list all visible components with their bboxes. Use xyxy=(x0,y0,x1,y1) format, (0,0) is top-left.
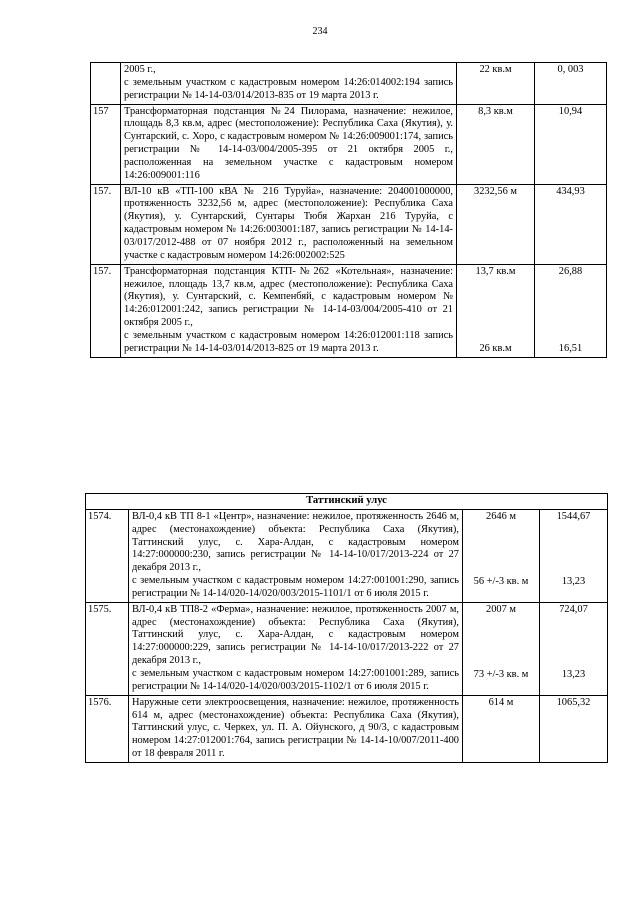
row-area-item: 2007 м xyxy=(486,603,516,615)
row-value xyxy=(540,695,608,762)
row-area xyxy=(463,509,540,602)
property-table-top xyxy=(90,62,607,358)
description-paragraph: Трансформаторная подстанция КТП-№262 «Котельная», назначение: нежилое, площадь 13,7 кв.м, адрес (местоположение): Республика Саха (Якутия), у. Сунтарский, с. Кемпенбяй, с кадастровым номером № 14:26:012001:242, запись регистрации № 14-14-03/004/2005-410 от 21 октября 2005 г., xyxy=(124,265,453,329)
row-value xyxy=(535,104,607,184)
row-value-item: 1065,32 xyxy=(556,696,591,708)
row-description xyxy=(121,264,457,357)
row-value-item: 26,88 xyxy=(558,265,583,277)
row-area xyxy=(457,63,535,105)
row-number: 1574. xyxy=(86,509,129,602)
table-row xyxy=(86,602,608,695)
row-area-item: 22 кв.м xyxy=(479,64,512,75)
row-description xyxy=(121,63,457,105)
description-paragraph: Трансформаторная подстанция №24 Пилорама, назначение: нежилое, площадь 8,3 кв.м, адрес (местоположение): Республика Саха (Якутия), у. Сунтарский, с. Хоро, с кадастровым номером № 14:26:009001:174, запись регистрации № 14-14-03/004/2005-395 от 21 октября 2005 г., расположенная на земельном участке с кадастровым номером 14:26:009001:116 xyxy=(124,105,453,181)
description-paragraph: Наружные сети электроосвещения, назначение: нежилое, протяженность 614 м, адрес (местонахождение) объекта: Республика Саха (Якутия), Таттинский улус, с. Черкех, ул. П. А. Ойунского, д 90/3, с кадастровым номером 14:27:012001:764, запись регистрации № 14-14-10/007/2011-400 от 18 февраля 2011 г. xyxy=(132,696,459,760)
row-area xyxy=(463,695,540,762)
row-value xyxy=(535,184,607,264)
row-value-item: 13,23 xyxy=(561,575,586,587)
description-paragraph: с земельным участком с кадастровым номером 14:27:001001:290, запись регистрации № 14-14/020-14/020/003/2015-1101/1 от 6 июля 2015 г. xyxy=(132,575,459,599)
row-area-item: 73 +/-3 кв. м xyxy=(473,668,529,680)
description-paragraph: с земельным участком с кадастровым номером 14:27:001001:289, запись регистрации № 14-14/020-14/020/003/2015-1102/1 от 6 июля 2015 г. xyxy=(132,667,459,692)
description-paragraph: ВЛ-0,4 кВ ТП 8-1 «Центр», назначение: нежилое, протяженность 2646 м, адрес (местонахождение) объекта: Республика Саха (Якутия), Таттинский улус, с. Хара-Алдан, с кадастровым номером 14:27:000000:230, запись регистрации № 14-14-10/017/2013-224 от 27 декабря 2013 г., xyxy=(132,510,459,574)
description-paragraph: с земельным участком с кадастровым номером 14:26:014002:194 запись регистрации № 14-14-03/014/2013-835 от 19 марта 2013 г. xyxy=(124,76,453,101)
region-header-row xyxy=(86,494,608,510)
row-area xyxy=(457,264,535,357)
row-area-item: 614 м xyxy=(488,696,514,708)
row-value-item: 10,94 xyxy=(558,105,583,117)
row-number: 157. xyxy=(91,264,121,357)
table-row xyxy=(91,104,607,184)
row-area xyxy=(463,602,540,695)
table-row xyxy=(91,264,607,357)
row-value-item: 434,93 xyxy=(556,185,585,197)
row-area-item: 26 кв.м xyxy=(479,342,512,354)
row-area-item: 8,3 кв.м xyxy=(478,105,513,117)
row-number: 157 xyxy=(91,104,121,184)
region-header: Таттинский улус xyxy=(86,494,608,510)
table-row xyxy=(91,63,607,105)
description-paragraph: ВЛ-10 кВ «ТП-100 кВА № 216 Туруйа», назначение: 204001000000, протяженность 3232,56 м, адрес (местоположение): Республика Саха (Якутия), у. Сунтарский, Сунтары Тюбя Жархан 216 Туруйа, с кадастровым номером № 14:26:003001:187, запись регистрации № 14-14-03/017/2012-488 от 07 ноября 2012 г., расположенный на земельном участке с кадастровым номером 14:26:002002:525 xyxy=(124,185,453,261)
row-description xyxy=(129,509,463,602)
row-area-item: 13,7 кв.м xyxy=(475,265,516,277)
row-value-item: 16,51 xyxy=(558,342,583,354)
row-value-item: 13,23 xyxy=(561,668,586,680)
row-value-item: 724,07 xyxy=(559,603,588,615)
row-value-item: 0, 003 xyxy=(557,64,584,75)
row-value xyxy=(535,63,607,105)
row-value xyxy=(540,602,608,695)
row-area xyxy=(457,104,535,184)
table-row xyxy=(91,184,607,264)
description-paragraph: 2005 г., xyxy=(124,64,156,75)
table-row xyxy=(86,695,608,762)
row-description xyxy=(129,695,463,762)
property-table-bottom xyxy=(85,493,608,763)
row-value-item: 1544,67 xyxy=(556,510,591,522)
row-description xyxy=(129,602,463,695)
table-row xyxy=(86,509,608,602)
row-value xyxy=(540,509,608,602)
description-paragraph: ВЛ-0,4 кВ ТП8-2 «Ферма», назначение: нежилое, протяженность 2007 м, адрес (местонахождение) объекта: Республика Саха (Якутия), Таттинский улус, с. Хара-Алдан, с кадастровым номером 14:27:000000:229, запись регистрации № 14-14-10/017/2013-222 от 27 декабря 2013 г., xyxy=(132,603,459,667)
row-area-item: 3232,56 м xyxy=(474,185,517,197)
row-number: 1575. xyxy=(86,602,129,695)
row-number xyxy=(91,63,121,105)
description-paragraph: с земельным участком с кадастровым номером 14:26:012001:118 запись регистрации № 14-14-03/014/2013-825 от 19 марта 2013 г. xyxy=(124,329,453,354)
row-area-item: 2646 м xyxy=(486,510,516,522)
row-description xyxy=(121,104,457,184)
row-area xyxy=(457,184,535,264)
row-area-item: 56 +/-3 кв. м xyxy=(473,575,529,587)
page-number: 234 xyxy=(312,26,328,37)
row-value xyxy=(535,264,607,357)
row-description xyxy=(121,184,457,264)
row-number: 1576. xyxy=(86,695,129,762)
row-number: 157. xyxy=(91,184,121,264)
